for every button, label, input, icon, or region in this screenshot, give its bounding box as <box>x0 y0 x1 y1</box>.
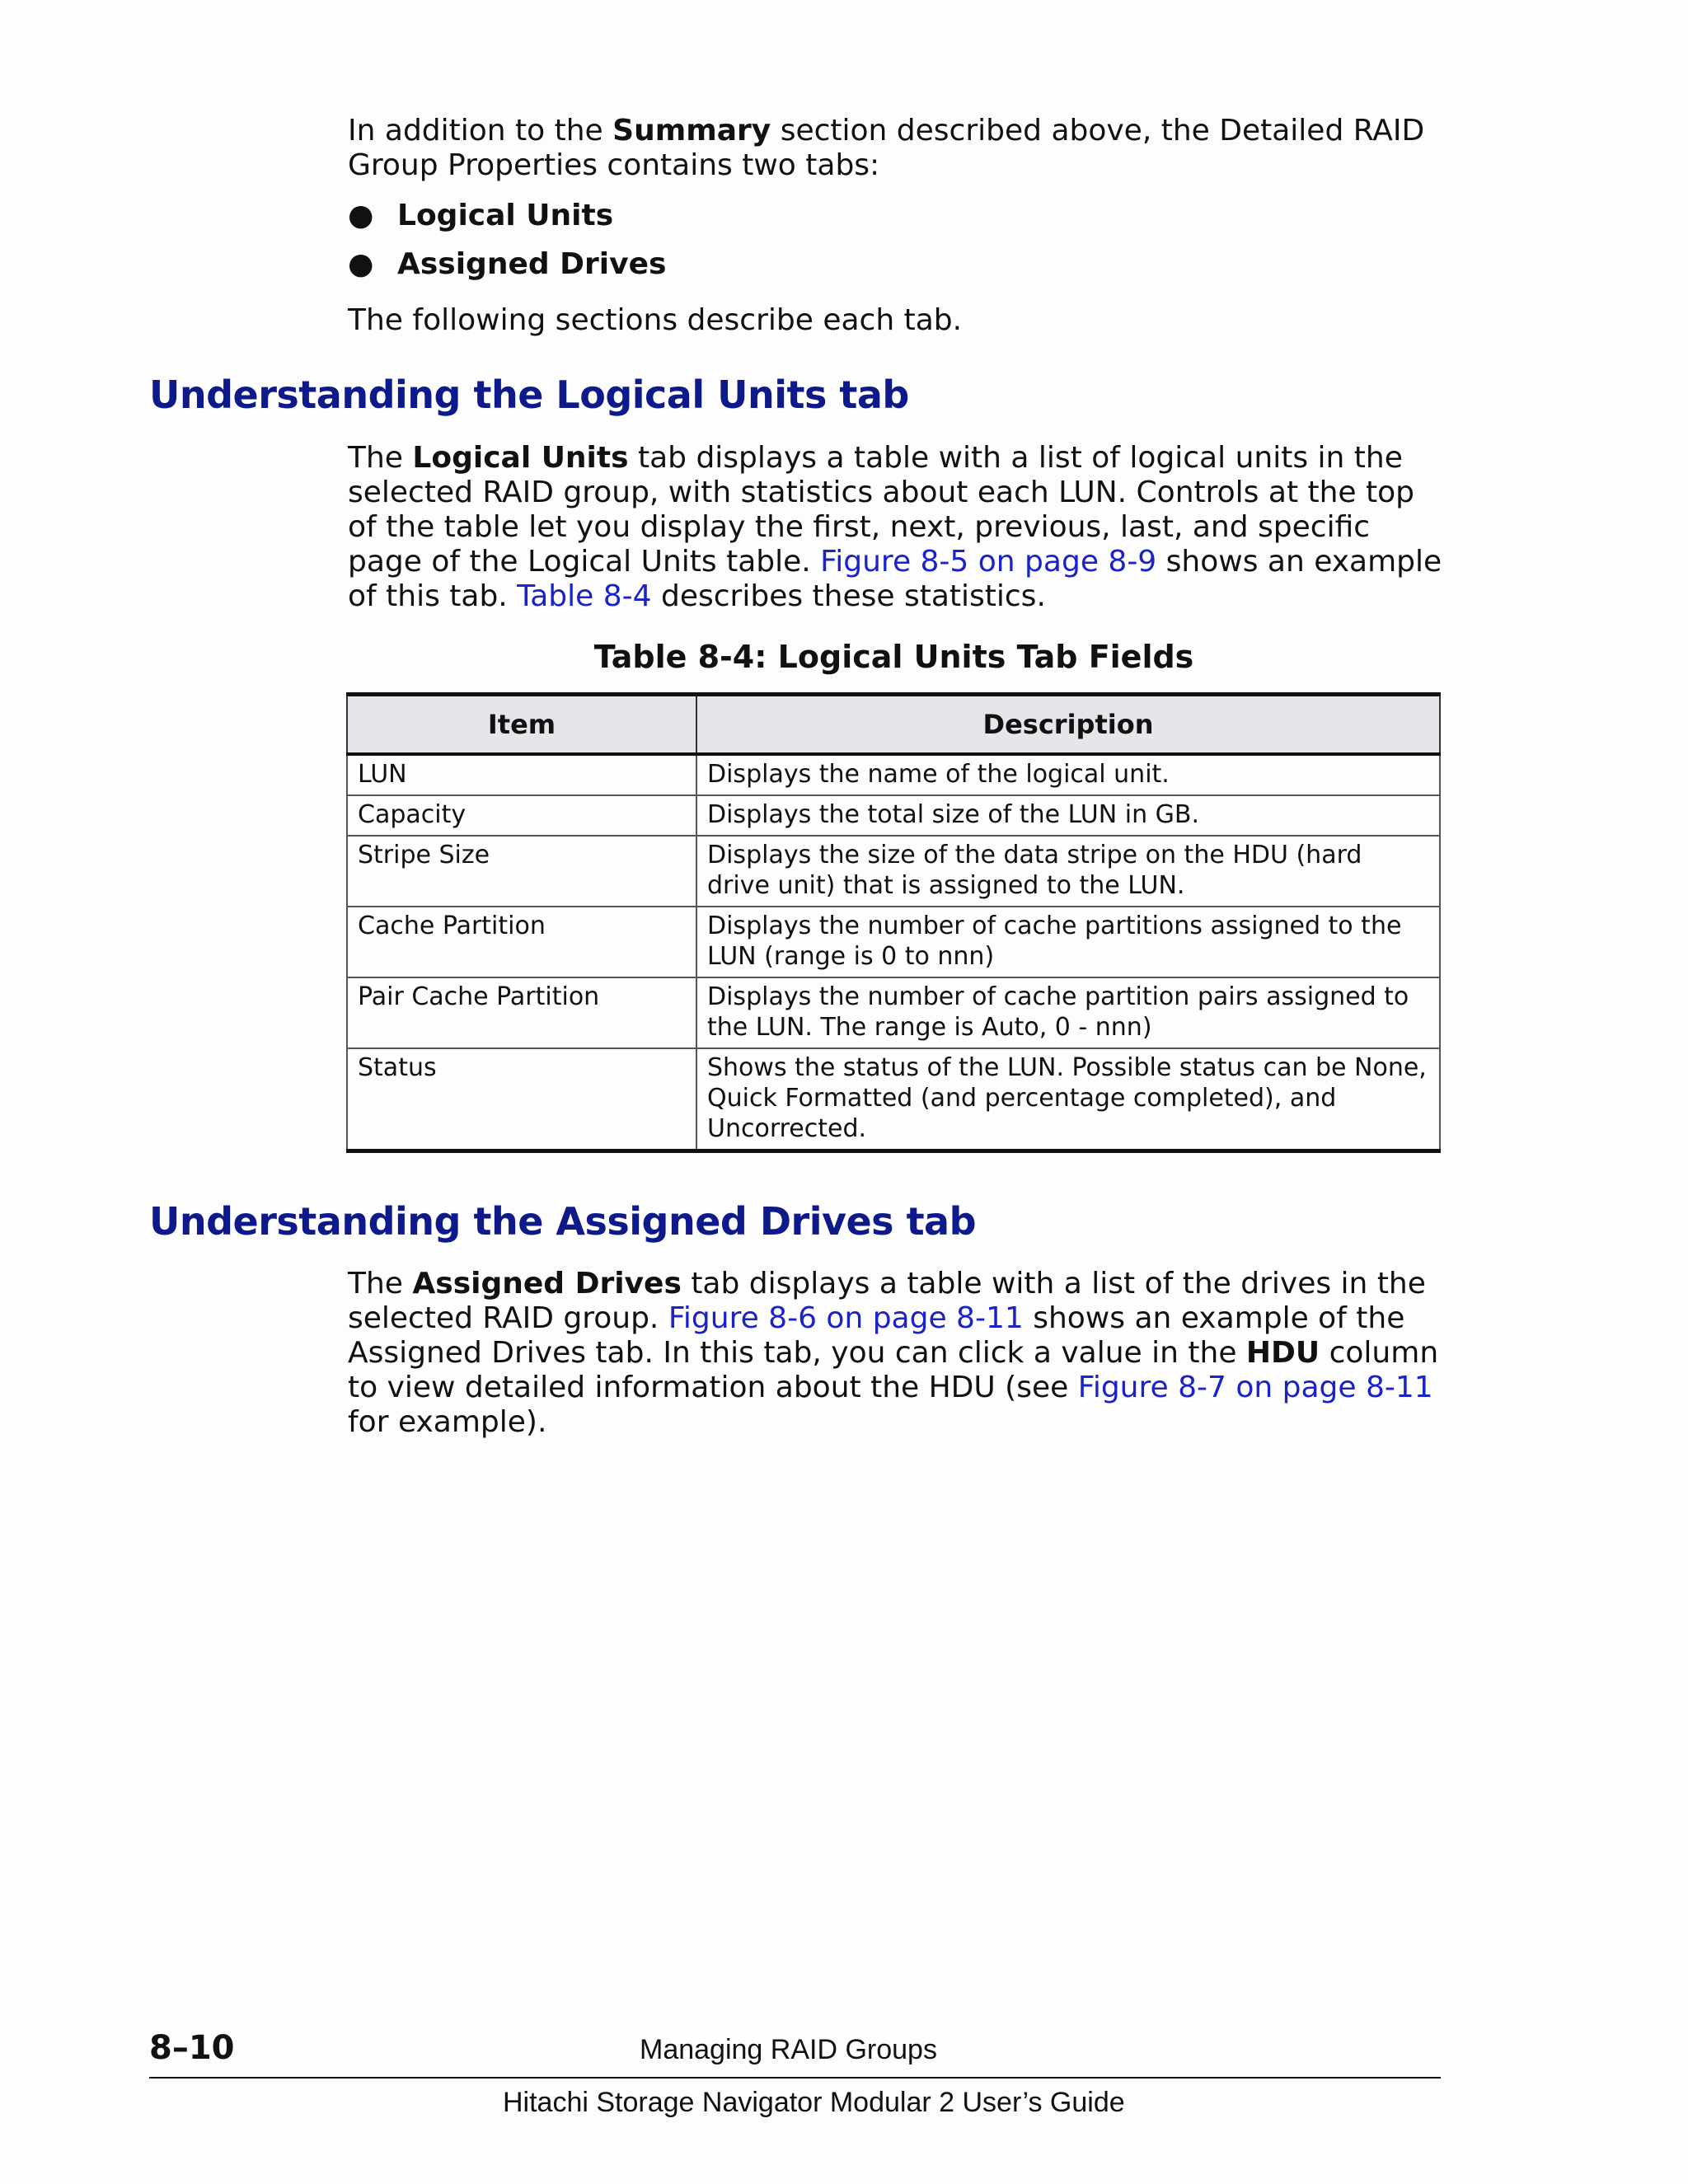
cell-description: Displays the total size of the LUN in GB. <box>696 795 1440 836</box>
cell-description: Displays the number of cache partitions assigned to the LUN (range is 0 to nnn) <box>696 907 1440 977</box>
footer-chapter-title: Managing RAID Groups <box>640 2034 937 2065</box>
section-heading-assigned-drives: Understanding the Assigned Drives tab <box>149 1199 977 1244</box>
link-figure-8-7[interactable]: Figure 8-7 on page 8-11 <box>1077 1371 1433 1404</box>
text-span: The <box>348 1267 413 1301</box>
cell-item: Capacity <box>347 795 696 836</box>
link-figure-8-5[interactable]: Figure 8-5 on page 8-9 <box>820 545 1157 579</box>
bullet-item-logical-units <box>348 199 613 232</box>
logical-units-table <box>346 692 1441 1153</box>
text-span: shows an example of this tab. <box>348 545 1442 613</box>
cell-item: Stripe Size <box>347 836 696 907</box>
text-span: tab displays a table with a list of logical units in the selected RAID group, with statistics about each LUN. Controls at the top of the table let you display the first, next, previous, last, and specific page of the Logical Units table. <box>348 441 1415 579</box>
bullet-label: Logical Units <box>397 199 614 232</box>
table-row <box>347 836 1440 907</box>
intro-text-post: section described above, the Detailed RAID Group Properties contains two tabs: <box>348 114 1425 182</box>
text-span: column to view detailed information about the HDU (see <box>348 1336 1439 1404</box>
section-heading-logical-units: Understanding the Logical Units tab <box>149 373 909 417</box>
bold-hdu: HDU <box>1245 1336 1320 1370</box>
table-row <box>347 977 1440 1048</box>
footer-divider <box>149 2077 1441 2079</box>
bold-assigned-drives: Assigned Drives <box>412 1267 682 1301</box>
cell-item: Pair Cache Partition <box>347 977 696 1048</box>
text-span: The <box>348 441 413 475</box>
table-row <box>347 754 1440 795</box>
text-span: describes these statistics. <box>651 579 1046 613</box>
header-description: Description <box>696 695 1440 755</box>
assigned-drives-paragraph <box>348 1267 1452 1440</box>
bold-logical-units: Logical Units <box>412 441 629 475</box>
table-row <box>347 907 1440 977</box>
cell-description: Displays the size of the data stripe on the HDU (hard drive unit) that is assigned to the LUN. <box>696 836 1440 907</box>
cell-description: Displays the name of the logical unit. <box>696 754 1440 795</box>
table-row <box>347 795 1440 836</box>
bullet-icon: ● <box>348 199 374 232</box>
page-number: 8–10 <box>149 2029 235 2067</box>
table-header-row <box>347 695 1440 755</box>
cell-item: LUN <box>347 754 696 795</box>
intro-text-pre: In addition to the <box>348 114 613 148</box>
cell-item: Status <box>347 1048 696 1151</box>
text-span: shows an example of the Assigned Drives tab. In this tab, you can click a value in the <box>348 1301 1405 1370</box>
footer-guide-title: Hitachi Storage Navigator Modular 2 User’s Guide <box>503 2087 1125 2118</box>
table-caption: Table 8-4: Logical Units Tab Fields <box>593 639 1194 675</box>
text-span: for example). <box>348 1405 547 1439</box>
logical-units-paragraph <box>348 441 1452 614</box>
following-paragraph: The following sections describe each tab. <box>348 303 963 337</box>
bullet-label: Assigned Drives <box>397 247 667 281</box>
bullet-icon: ● <box>348 247 374 281</box>
header-item: Item <box>347 695 696 755</box>
text-span: tab displays a table with a list of the drives in the selected RAID group. <box>348 1267 1426 1335</box>
intro-bold-summary: Summary <box>612 114 771 148</box>
intro-paragraph <box>348 114 1452 183</box>
link-table-8-4[interactable]: Table 8-4 <box>517 579 652 613</box>
cell-description: Displays the number of cache partition pairs assigned to the LUN. The range is Auto, 0 - nnn) <box>696 977 1440 1048</box>
link-figure-8-6[interactable]: Figure 8-6 on page 8-11 <box>668 1301 1024 1335</box>
table-row <box>347 1048 1440 1151</box>
cell-description: Shows the status of the LUN. Possible status can be None, Quick Formatted (and percentage completed), and Uncorrected. <box>696 1048 1440 1151</box>
cell-item: Cache Partition <box>347 907 696 977</box>
bullet-item-assigned-drives <box>348 247 666 281</box>
